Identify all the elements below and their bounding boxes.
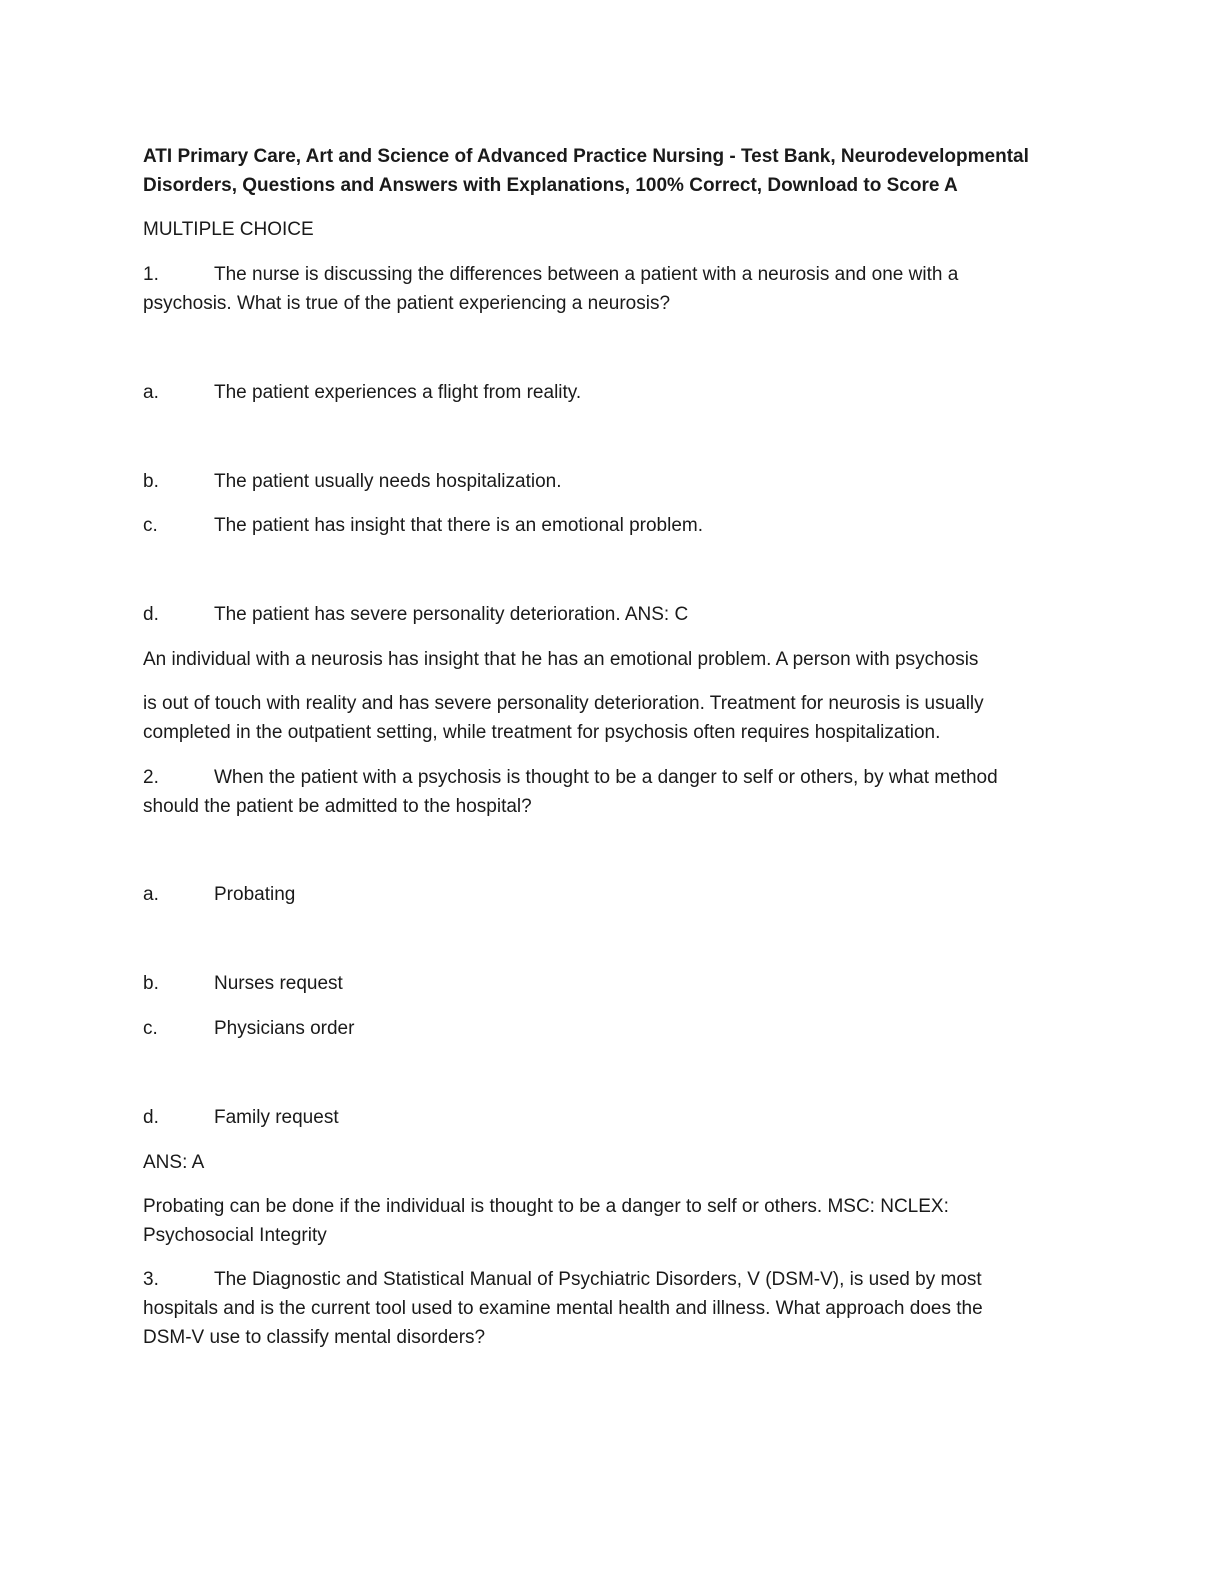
question-1-number: 1. — [143, 264, 159, 285]
question-2-rationale-line-1: Probating can be done if the individual is thought to be a danger to self or others. MSC: NCLEX: — [143, 1196, 949, 1217]
question-3-stem-line-3: DSM-V use to classify mental disorders? — [143, 1327, 486, 1348]
option-letter: c. — [143, 1018, 158, 1039]
question-2-option-c — [143, 1014, 354, 1043]
option-letter: d. — [143, 1107, 159, 1128]
option-text: The patient has insight that there is an emotional problem. — [214, 515, 704, 536]
option-text: Family request — [214, 1107, 339, 1128]
option-letter: d. — [143, 604, 159, 625]
option-text: Nurses request — [214, 973, 343, 994]
option-letter: a. — [143, 884, 159, 905]
question-1-stem-line-1 — [143, 260, 958, 289]
question-3-stem-line-1 — [143, 1265, 982, 1294]
question-1-stem-line-2: psychosis. What is true of the patient experiencing a neurosis? — [143, 293, 671, 314]
question-3-stem-line-2: hospitals and is the current tool used to examine mental health and illness. What approach does the — [143, 1298, 983, 1319]
question-3-number: 3. — [143, 1269, 159, 1290]
question-1-option-d — [143, 600, 688, 629]
question-1-rationale-line-3: completed in the outpatient setting, while treatment for psychosis often requires hospitalization. — [143, 722, 941, 743]
document-title-line-2: Disorders, Questions and Answers with Explanations, 100% Correct, Download to Score A — [143, 175, 958, 196]
section-heading: MULTIPLE CHOICE — [143, 219, 314, 240]
option-text: The patient has severe personality deterioration. ANS: C — [214, 604, 689, 625]
question-2-answer: ANS: A — [143, 1152, 205, 1173]
question-2-number: 2. — [143, 767, 159, 788]
question-1-rationale-line-2: is out of touch with reality and has severe personality deterioration. Treatment for neurosis is usually — [143, 693, 984, 714]
question-2-rationale-line-2: Psychosocial Integrity — [143, 1225, 327, 1246]
option-text: The patient experiences a flight from reality. — [214, 382, 582, 403]
question-1-option-b — [143, 467, 562, 496]
question-2-option-a — [143, 880, 295, 909]
document-title-line-1: ATI Primary Care, Art and Science of Advanced Practice Nursing - Test Bank, Neurodevelopmental — [143, 146, 1029, 167]
question-1-rationale-line-1: An individual with a neurosis has insight that he has an emotional problem. A person with psychosis — [143, 649, 979, 670]
option-letter: b. — [143, 471, 159, 492]
option-text: Probating — [214, 884, 296, 905]
option-text: The patient usually needs hospitalization. — [214, 471, 562, 492]
question-1-stem-text: The nurse is discussing the differences between a patient with a neurosis and one with a — [214, 264, 959, 285]
question-2-option-b — [143, 969, 343, 998]
question-2-option-d — [143, 1103, 339, 1132]
question-1-option-c — [143, 511, 703, 540]
option-letter: c. — [143, 515, 158, 536]
option-letter: a. — [143, 382, 159, 403]
question-2-stem-line-2: should the patient be admitted to the hospital? — [143, 796, 532, 817]
option-text: Physicians order — [214, 1018, 355, 1039]
question-2-stem-text: When the patient with a psychosis is thought to be a danger to self or others, by what method — [214, 767, 998, 788]
question-1-option-a — [143, 378, 581, 407]
option-letter: b. — [143, 973, 159, 994]
question-2-stem-line-1 — [143, 763, 998, 792]
question-3-stem-text: The Diagnostic and Statistical Manual of Psychiatric Disorders, V (DSM-V), is used by most — [214, 1269, 982, 1290]
